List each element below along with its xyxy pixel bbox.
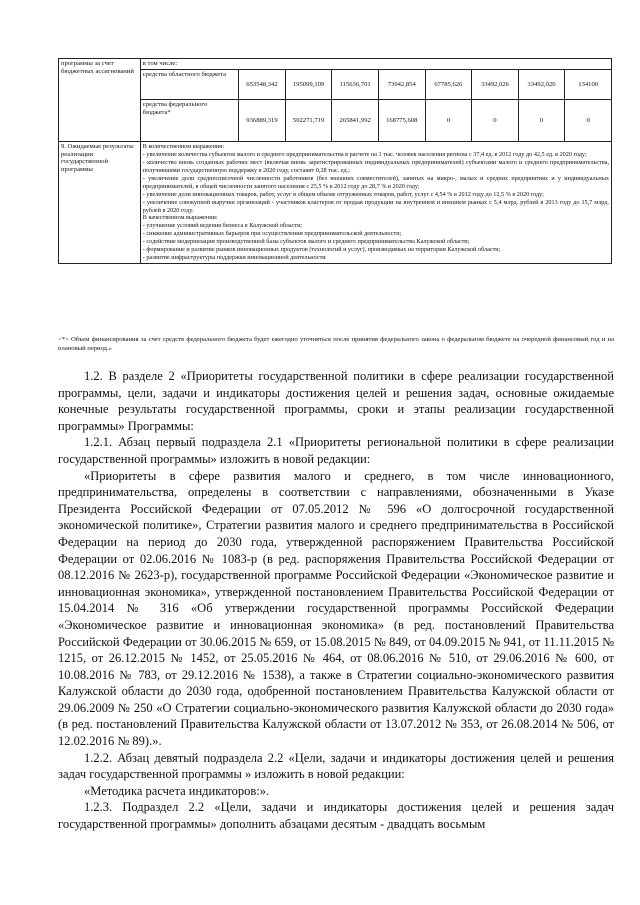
results-line: - увеличение доли инновационных товаров, работ, услуг в общем объеме отгруженных товаров, работ, услуг с 4,54 % в 2012 году до 12,5 % в 2020 году; (142, 190, 544, 198)
results-line: - формирование и развитие рынков инновационных продуктов (технологий и услуг), производимых на территории Калужской области; (142, 246, 501, 254)
results-line: - увеличение доли среднесписочной численности работников (без внешних совместителей), занятых на микро-, малых и средних предприятиях и у индивидуальных предпринимателей, в общей численности занятого населения с 25,5 % в 2012 году до 28,7 % в 2020 году; (142, 174, 609, 190)
table-cell: 33492,026 (518, 70, 565, 100)
paragraph: «Методика расчета индикаторов:». (84, 783, 270, 798)
paragraph: 1.2.2. Абзац девятый подраздела 2.2 «Цели, задачи и индикаторы достижения целей и решения задач государственной программы » изложить в новой редакции: (58, 750, 614, 782)
table-cell: 168775,608 (378, 100, 425, 142)
results-line: В качественном выражении: (142, 214, 218, 222)
source-label: средства федерального бюджета* (140, 100, 238, 142)
expected-results-cell (140, 142, 611, 264)
results-line: В количественном выражении: (142, 143, 225, 150)
results-line: - увеличение количества субъектов малого и среднего предпринимательства в расчете на 1 тыс. человек населения региона с 37,4 ед. в 2012 году до 42,5 ед. в 2020 году; (142, 150, 587, 158)
body-text (58, 368, 614, 833)
table-cell: 936889,319 (239, 100, 286, 142)
table-cell: 653548,342 (239, 70, 286, 100)
source-label: средства областного бюджета (140, 70, 238, 100)
table-cell: 0 (425, 100, 472, 142)
results-line: - содействие модернизации производственной базы субъектов малого и среднего предпринимательства Калужской области; (142, 238, 470, 246)
funding-table (58, 58, 612, 264)
expected-results-label: 9. Ожидаемые результаты реализации государственной программы (59, 142, 141, 264)
table-cell: 33492,026 (472, 70, 519, 100)
table-cell: 134100 (565, 70, 612, 100)
results-line: - увеличение совокупной выручки организаций - участников кластеров от продаж продукции на внутреннем и внешнем рынках с 5,4 млрд. рублей в 2013 году до 15,7 млрд. рублей в 2020 году. (142, 198, 609, 214)
table-cell: 195099,109 (285, 70, 332, 100)
table-row (59, 100, 612, 142)
table-cell: 0 (518, 100, 565, 142)
paragraph: «Приоритеты в сфере развития малого и среднего, в том числе инновационного, предпринимательства, определены в соответствии с направлениями, обозначенными в Указе Президента Российской Федерации от 07.05.2012 № 596 «О долгосрочной государственной экономической политике», Стратегии развития малого и среднего предпринимательства в Российской Федерации на период до 2030 года, утвержденной распоряжением Правительства Российской Федерации от 02.06.2016 № 1083-р (в ред. распоряжения Правительства Российской Федерации от 08.12.2016 № 2623-р), государственной программе Российской Федерации «Экономическое развитие и инновационная экономика», утвержденной постановлением Правительства Российской Федерации от 15.04.2014 № 316 «Об утверждении государственной программы Российской Федерации «Экономическое развитие и инновационная экономика» (в ред. постановлений Правительства Российской Федерации от 30.06.2015 № 659, от 15.08.2015 № 849, от 04.09.2015 № 941, от 11.11.2015 № 1215, от 26.12.2015 № 1452, от 25.05.2016 № 464, от 08.06.2016 № 510, от 29.06.2016 № 600, от 10.08.2016 № 783, от 29.12.2016 № 1538), а также в Стратегии социально-экономического развития Калужской области до 2030 года, одобренной постановлением Правительства Калужской области от 29.06.2009 № 250 «О Стратегии социально-экономического развития Калужской области до 2030 года» (в ред. постановлений Правительства Калужской области от 13.07.2012 № 353, от 26.08.2014 № 506, от 12.02.2016 № 89).». (58, 468, 614, 749)
table-cell: 67785,626 (425, 70, 472, 100)
paragraph: 1.2.3. Подраздел 2.2 «Цели, задачи и индикаторы достижения целей и решения задач государственной программы» дополнить абзацами десятым - двадцать восьмым (58, 800, 614, 832)
table-cell: 0 (472, 100, 519, 142)
results-line: - развитие инфраструктуры поддержки инновационной деятельности (142, 254, 326, 262)
results-line: - количество вновь созданных рабочих мест (включая вновь зарегистрированных индивидуальных предпринимателей) субъектами малого и среднего предпринимательства, получившими государственную поддержку в 2020 году, составит 0,28 тыс. ед.; (142, 158, 609, 174)
results-line: - улучшение условий ведения бизнеса в Калужской области; (142, 222, 303, 230)
table-row (59, 70, 612, 100)
including-label: в том числе: (140, 59, 611, 70)
table-row (59, 59, 612, 70)
program-funding-label: программы за счет бюджетных ассигнований (59, 59, 141, 142)
paragraph: 1.2.1. Абзац первый подраздела 2.1 «Приоритеты региональной политики в сфере реализации государственной программы» изложить в новой редакции: (58, 435, 614, 466)
paragraph: 1.2. В разделе 2 «Приоритеты государственной политики в сфере реализации государственной программы, цели, задачи и индикаторы достижения целей и решения задач, основные ожидаемые конечные результаты государственной программы, сроки и этапы реализации государственной программы» Программы: (58, 369, 614, 433)
footnote: <*> Объем финансирования за счет средств федерального бюджета будет ежегодно уточняться после принятия федерального закона о федеральном бюджете на очередной финансовый год и на плановый период.» (58, 336, 614, 352)
table-row (59, 142, 612, 264)
table-cell: 73942,854 (378, 70, 425, 100)
table-cell: 0 (565, 100, 612, 142)
results-line: - снижение административных барьеров при осуществлении предпринимательской деятельности; (142, 230, 402, 238)
table-cell: 502271,719 (285, 100, 332, 142)
table-cell: 265841,992 (332, 100, 379, 142)
table-cell: 115636,701 (332, 70, 379, 100)
